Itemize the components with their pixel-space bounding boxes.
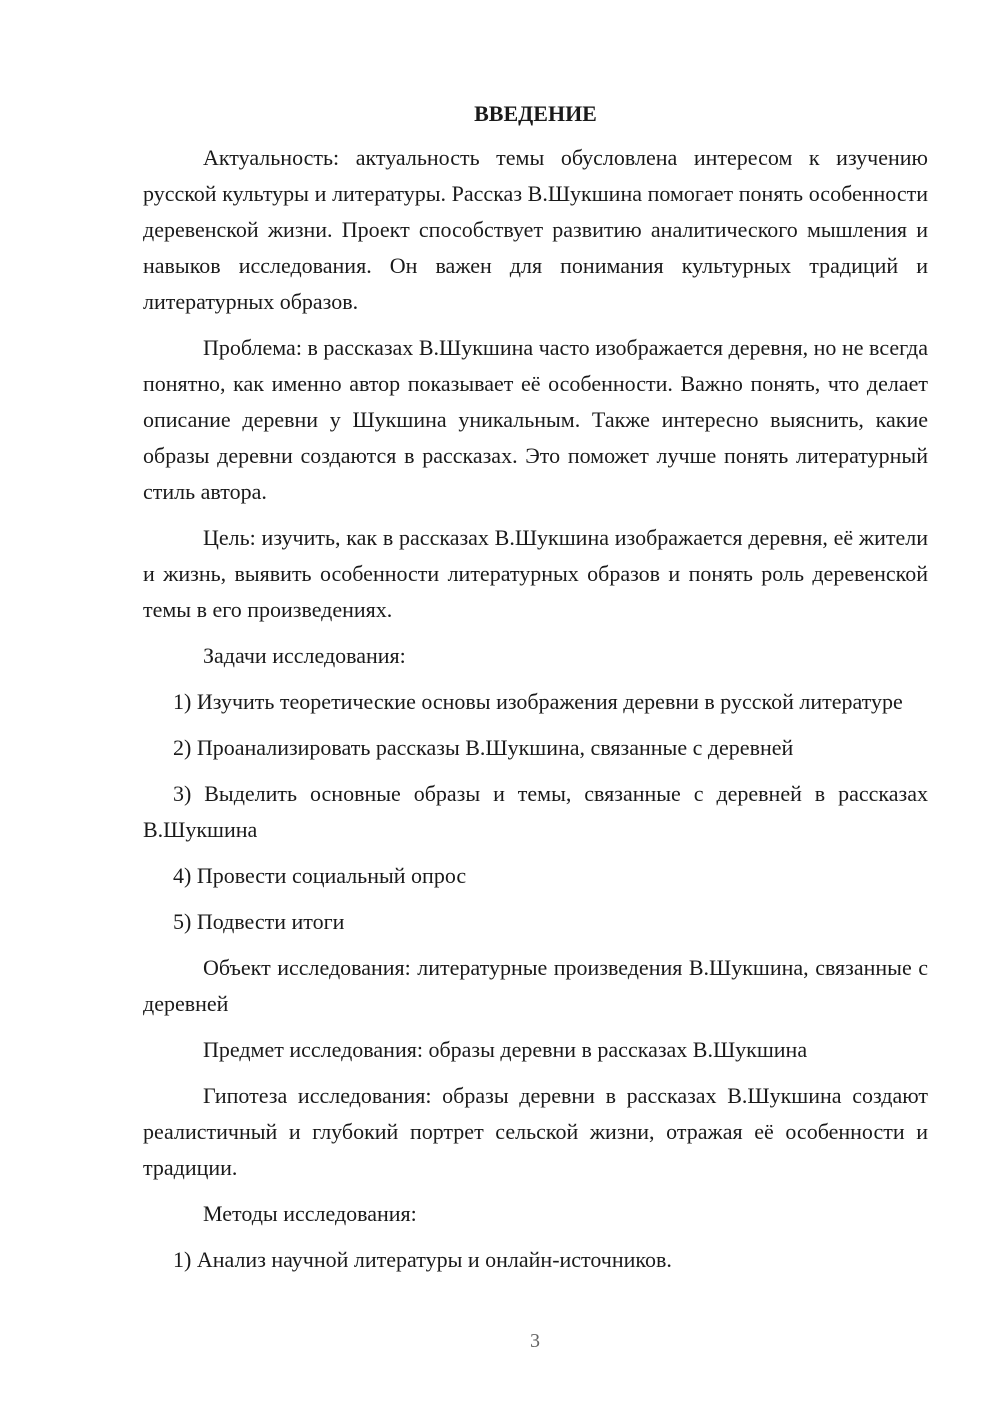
methods-heading: Методы исследования: — [203, 1201, 417, 1226]
tasks-heading: Задачи исследования: — [203, 643, 406, 668]
task-item-4: 4) Провести социальный опрос — [173, 863, 467, 888]
method-item-1: 1) Анализ научной литературы и онлайн-источников. — [173, 1247, 672, 1272]
object-paragraph: Объект исследования: литературные произведения В.Шукшина, связанные с деревней — [143, 955, 928, 1016]
hypothesis-paragraph: Гипотеза исследования: образы деревни в рассказах В.Шукшина создают реалистичный и глубокий портрет сельской жизни, отражая её особенности и традиции. — [143, 1083, 928, 1180]
page-number: 3 — [530, 1330, 540, 1352]
page-content — [143, 96, 928, 1288]
problem-paragraph: Проблема: в рассказах В.Шукшина часто изображается деревня, но не всегда понятно, как именно автор показывает её особенности. Важно понять, что делает описание деревни у Шукшина уникальным. Также интересно выяснить, какие образы деревни создаются в рассказах. Это поможет лучше понять литературный стиль автора. — [143, 335, 928, 504]
section-title: ВВЕДЕНИЕ — [474, 101, 597, 126]
task-item-3: 3) Выделить основные образы и темы, связанные с деревней в рассказах В.Шукшина — [143, 781, 928, 842]
task-item-1: 1) Изучить теоретические основы изображения деревни в русской литературе — [173, 689, 903, 714]
task-item-2: 2) Проанализировать рассказы В.Шукшина, связанные с деревней — [173, 735, 794, 760]
task-item-5: 5) Подвести итоги — [173, 909, 345, 934]
subject-paragraph: Предмет исследования: образы деревни в рассказах В.Шукшина — [203, 1037, 808, 1062]
goal-paragraph: Цель: изучить, как в рассказах В.Шукшина изображается деревня, её жители и жизнь, выявить особенности литературных образов и понять роль деревенской темы в его произведениях. — [143, 525, 928, 622]
relevance-paragraph: Актуальность: актуальность темы обусловлена интересом к изучению русской культуры и литературы. Рассказ В.Шукшина помогает понять особенности деревенской жизни. Проект способствует развитию аналитического мышления и навыков исследования. Он важен для понимания культурных традиций и литературных образов. — [143, 145, 928, 314]
